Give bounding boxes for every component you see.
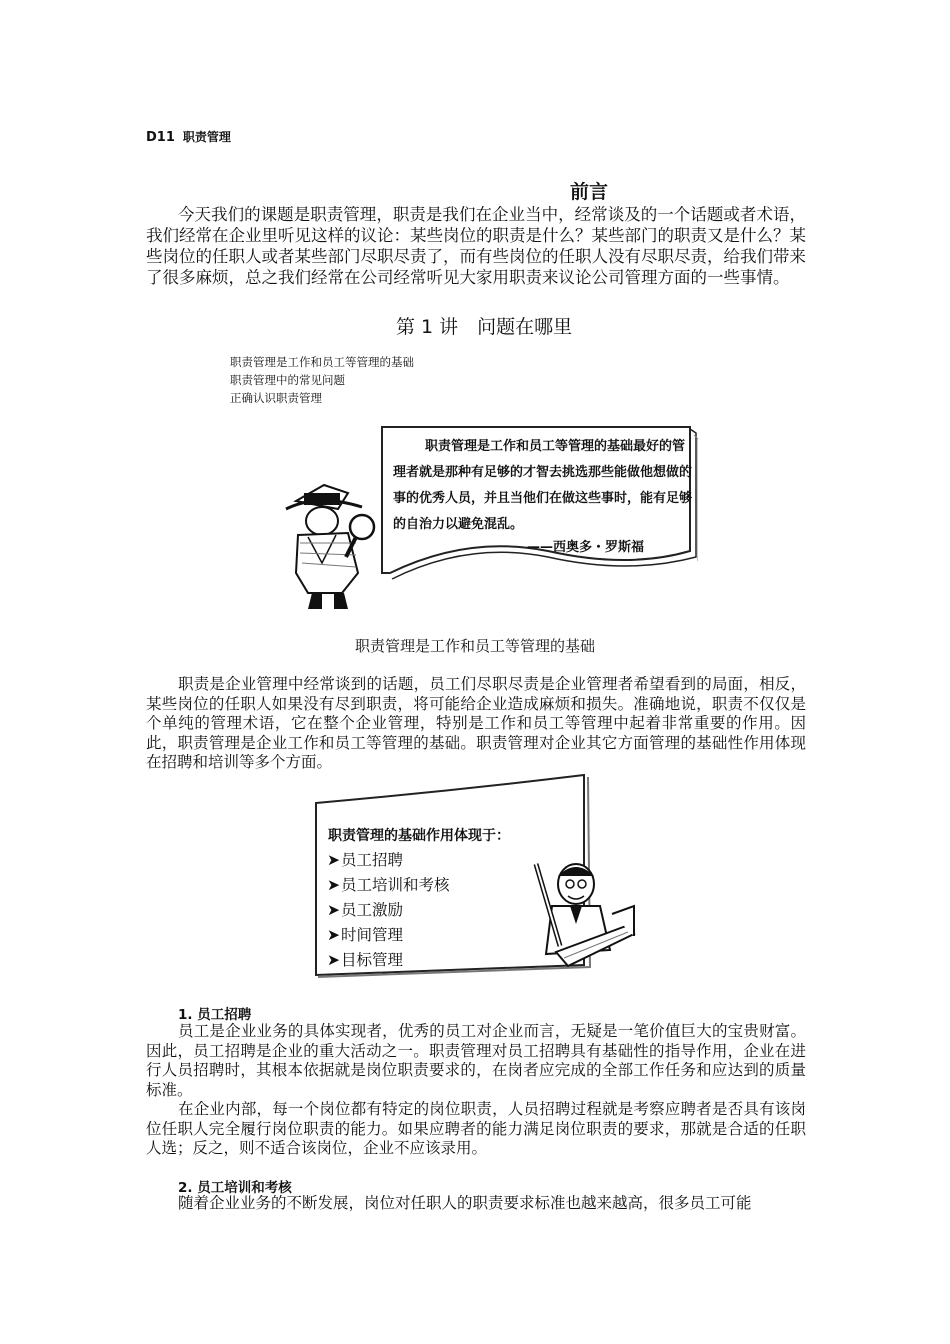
document-title: 职责管理	[182, 130, 231, 144]
toc-item: 正确认识职责管理	[230, 391, 322, 405]
list-item	[327, 923, 450, 948]
list-item-label: 员工培训和考核	[341, 876, 450, 894]
role-card-title: 职责管理的基础作用体现于：	[328, 828, 510, 844]
list-item-label: 时间管理	[341, 926, 404, 944]
preface-text: 今天我们的课题是职责管理，职责是我们在企业当中，经常谈及的一个话题或者术语，我们经常在企业里听见这样的议论：某些岗位的职责是什么？某些部门的职责又是什么？某些岗位的任职人或者某些部门尽职尽责了，而有些岗位的任职人没有尽职尽责，给我们带来了很多麻烦，总之我们经常在公司经常听见大家用职责来议论公司管理方面的一些事情。	[146, 205, 806, 287]
training-heading: 2. 员工培训和考核	[178, 1180, 292, 1196]
training-paragraph	[146, 1194, 806, 1214]
preface-paragraph	[146, 204, 806, 288]
quote-body: 职责管理是工作和员工等管理的基础最好的管理者就是那种有足够的才智去挑选那些能做他想做的事的优秀人员，并且当他们在做这些事时，能有足够的自治力以避免混乱。	[393, 439, 693, 532]
list-item	[327, 848, 450, 873]
lecture-toc	[230, 353, 414, 407]
professor-illustration	[516, 854, 646, 984]
list-item	[327, 873, 450, 898]
arrow-bullet-icon: ➤	[327, 926, 340, 944]
document-code: D11	[146, 130, 175, 145]
preface-heading: 前言	[570, 181, 609, 203]
training-text: 随着企业业务的不断发展，岗位对任职人的职责要求标准也越来越高，很多员工可能	[178, 1194, 752, 1212]
quote-text	[393, 434, 693, 538]
list-item	[327, 898, 450, 923]
section-paragraph	[146, 675, 806, 773]
page-header	[146, 128, 231, 145]
list-item-label: 目标管理	[341, 951, 404, 969]
detective-illustration	[278, 463, 388, 613]
arrow-bullet-icon: ➤	[327, 851, 340, 869]
toc-item: 职责管理中的常见问题	[230, 373, 345, 387]
arrow-bullet-icon: ➤	[327, 901, 340, 919]
recruitment-paragraph-1	[146, 1022, 806, 1100]
toc-item: 职责管理是工作和员工等管理的基础	[230, 355, 414, 369]
arrow-bullet-icon: ➤	[327, 951, 340, 969]
lecture-heading: 第 1 讲 问题在哪里	[396, 316, 573, 338]
recruitment-text-1: 员工是企业业务的具体实现者，优秀的员工对企业而言，无疑是一笔价值巨大的宝贵财富。因此，员工招聘是企业的重大活动之一。职责管理对员工招聘具有基础性的指导作用，企业在进行人员招聘时，其根本依据就是岗位职责要求的，在岗者应完成的全部工作任务和应达到的质量标准。	[146, 1022, 806, 1099]
role-card-list	[327, 848, 450, 973]
recruitment-heading: 1. 员工招聘	[178, 1007, 252, 1023]
recruitment-paragraph-2	[146, 1100, 806, 1159]
arrow-bullet-icon: ➤	[327, 876, 340, 894]
list-item-label: 员工激励	[341, 901, 404, 919]
quote-author: ——西奥多・罗斯福	[527, 540, 645, 555]
section-heading: 职责管理是工作和员工等管理的基础	[354, 637, 595, 655]
section-text: 职责是企业管理中经常谈到的话题，员工们尽职尽责是企业管理者希望看到的局面，相反，某些岗位的任职人如果没有尽到职责，将可能给企业造成麻烦和损失。准确地说，职责不仅仅是个单纯的管理术语，它在整个企业管理，特别是工作和员工等管理中起着非常重要的作用。因此，职责管理是企业工作和员工等管理的基础。职责管理对企业其它方面管理的基础性作用体现在招聘和培训等多个方面。	[146, 675, 806, 772]
recruitment-text-2: 在企业内部，每一个岗位都有特定的岗位职责，人员招聘过程就是考察应聘者是否具有该岗位任职人完全履行岗位职责的能力。如果应聘者的能力满足岗位职责的要求，那就是合适的任职人选；反之，则不适合该岗位，企业不应该录用。	[146, 1100, 806, 1158]
list-item	[327, 948, 450, 973]
list-item-label: 员工招聘	[341, 851, 404, 869]
